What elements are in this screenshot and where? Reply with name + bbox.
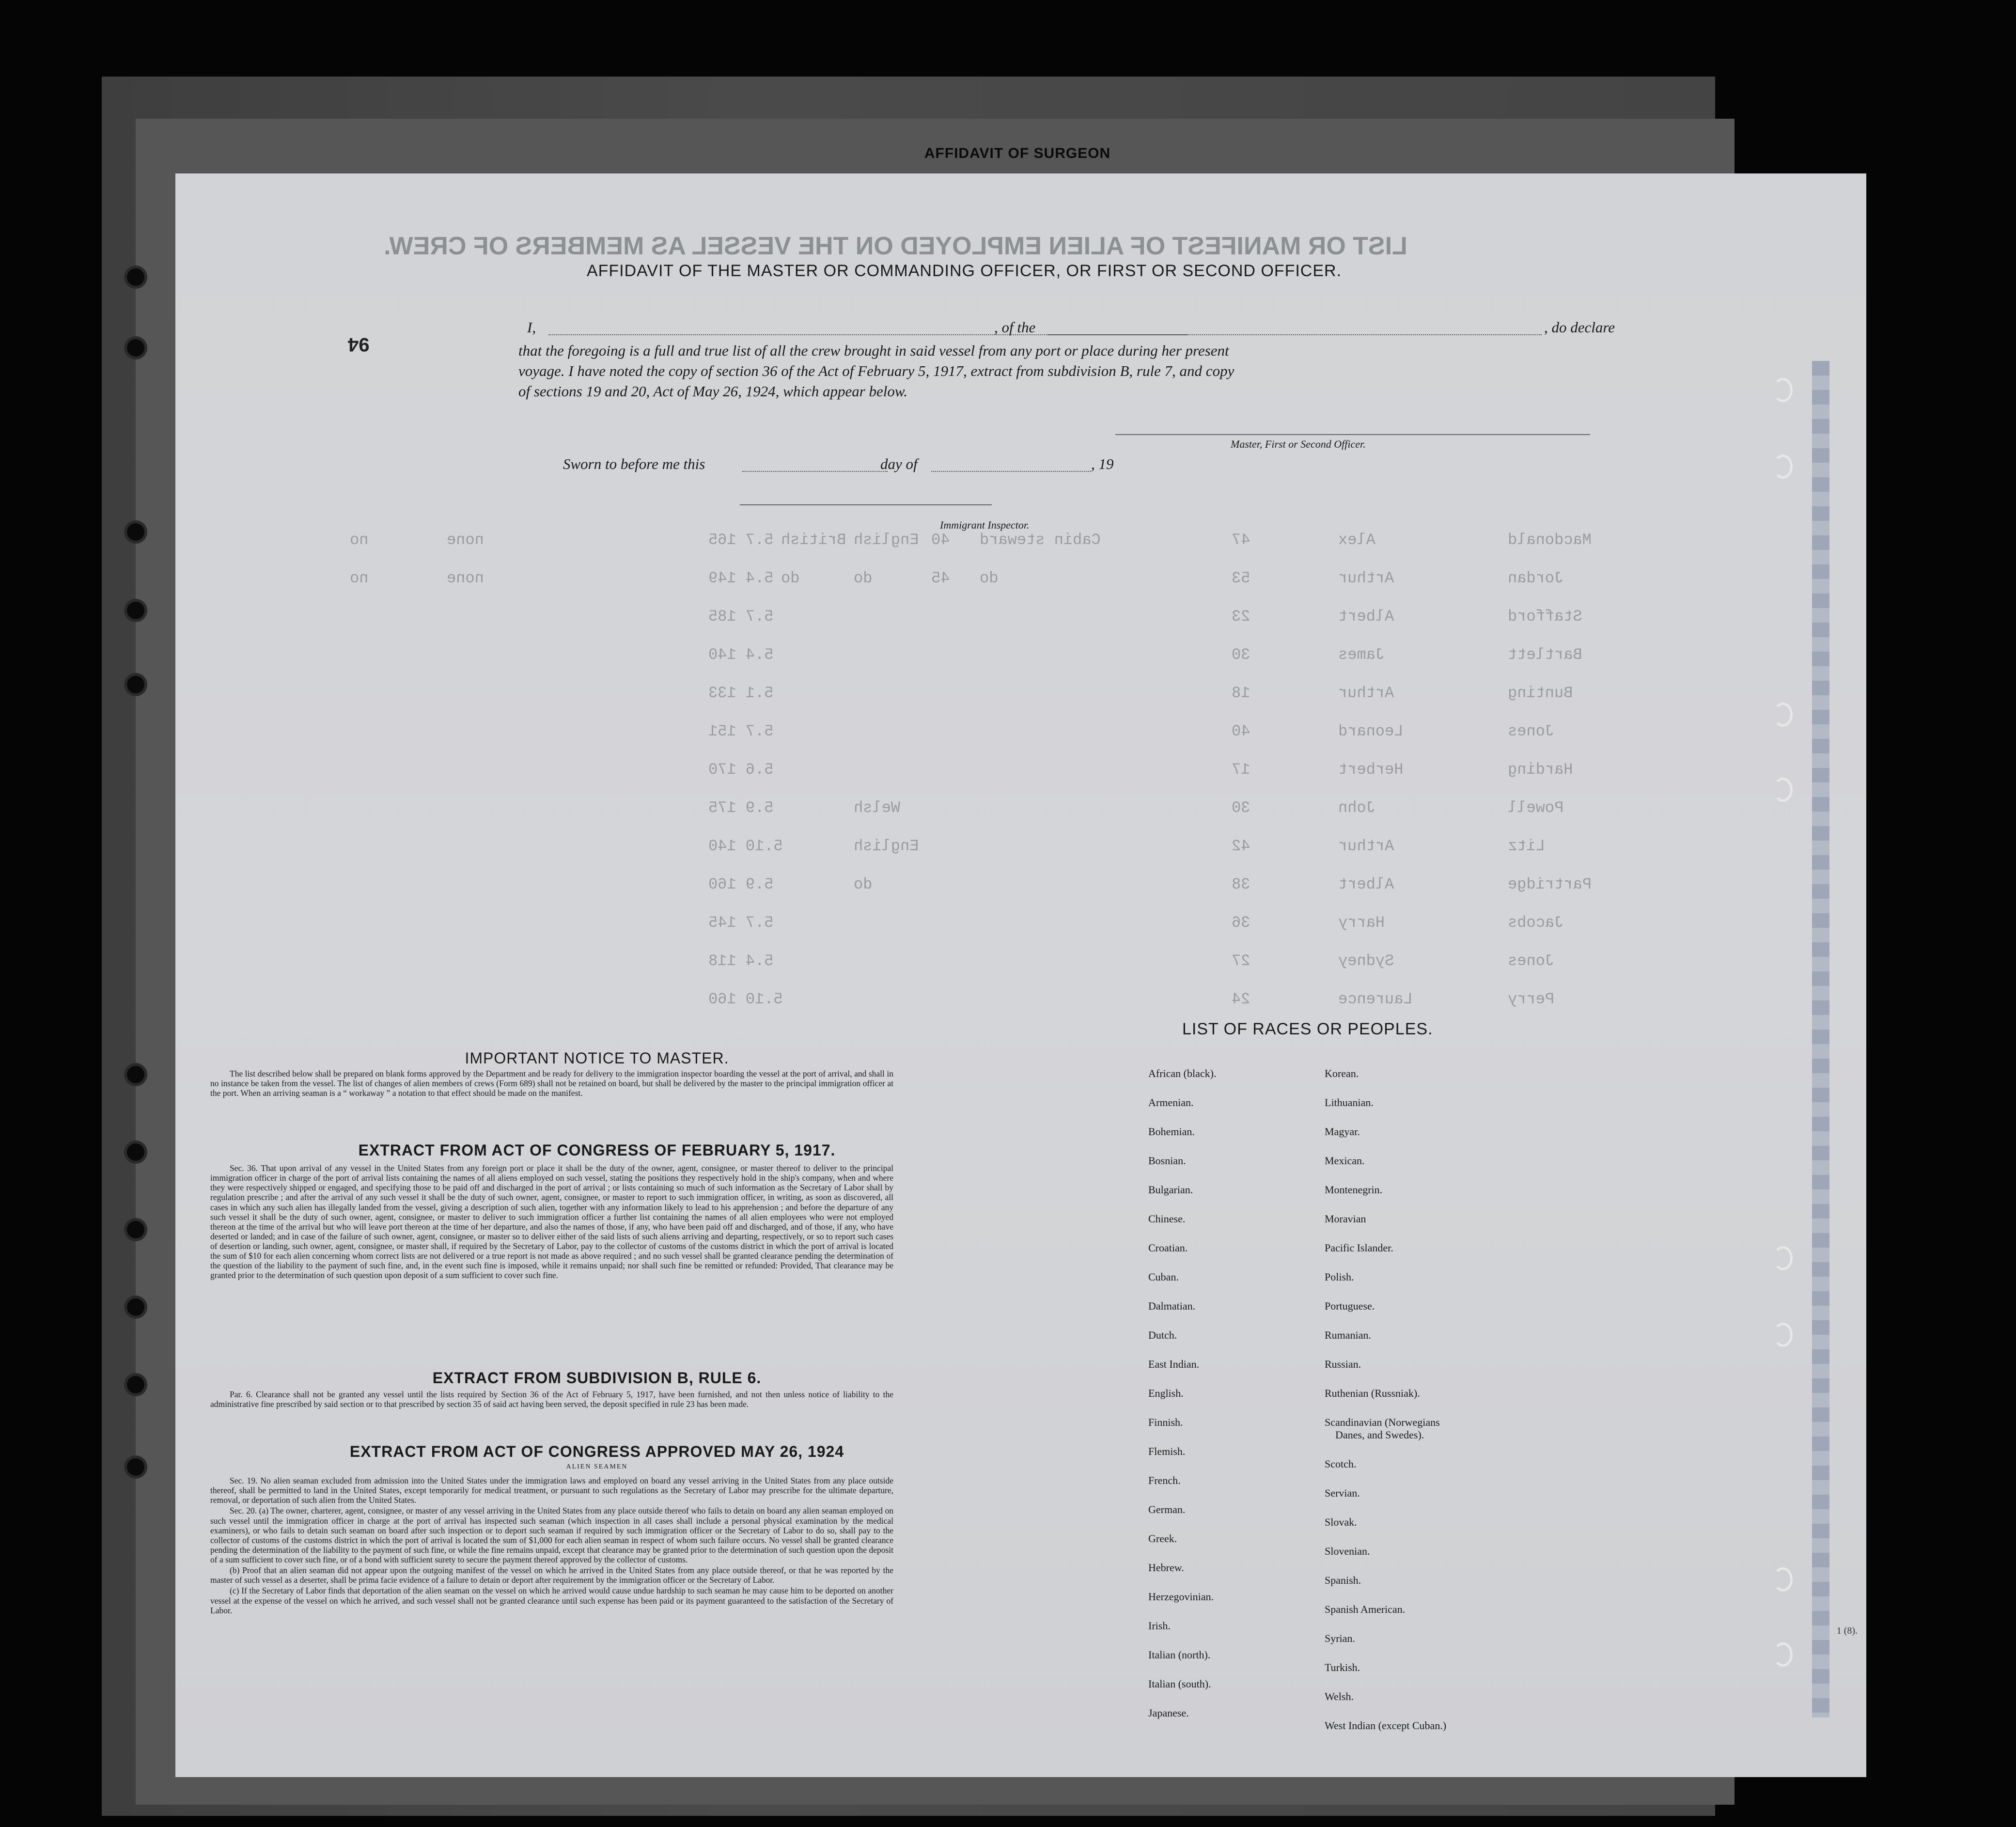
race-item: Dutch. [1148,1329,1177,1341]
race-item: Croatian. [1148,1242,1188,1254]
bleed-cell: 30 [1232,646,1250,664]
race-item: Pacific Islander. [1325,1242,1393,1254]
race-item: Turkish. [1325,1661,1360,1673]
bleed-cell: 38 [1232,875,1250,893]
bleed-cell: Sydney [1338,952,1394,970]
bleed-cell: 53 [1232,569,1250,587]
inspector-caption: Immigrant Inspector. [940,519,1030,531]
extract-rule6-text [210,1390,893,1410]
race-item: Spanish American. [1325,1603,1406,1615]
race-item: Scandinavian (Norwegians [1325,1416,1440,1428]
affidavit-line-4: of sections 19 and 20, Act of May 26, 1924, which appear below. [518,383,908,400]
vessel-blank-line [1047,334,1542,335]
bleed-cell: Alex [1338,531,1375,549]
bleed-cell: 17 [1232,761,1250,779]
race-item: Welsh. [1325,1690,1354,1702]
affidavit-line-2: that the foregoing is a full and true list of all the crew brought in said vessel from any port or place during her present [518,342,1229,359]
race-item: Japanese. [1148,1707,1189,1719]
race-item: Scotch. [1325,1458,1357,1470]
section-20c-paragraph: (c) If the Secretary of Labor finds that deportation of the alien seaman on the vessel on which he arrived would cause undue hardship to such seaman he may cause him to be deported on another vessel at the expense of the vessel on which he arrived, and such vessel shall not be granted clearance until such expense has been paid or its payment guaranteed to the satisfaction of the Secretary of Labor. [210,1586,893,1615]
affidavit-i: I, [527,319,536,336]
bleed-cell: Harding [1508,761,1573,779]
bleed-cell: 27 [1232,952,1250,970]
race-item: Rumanian. [1325,1329,1371,1341]
bleed-cell: none [447,531,484,549]
bleed-cell: 36 [1232,914,1250,932]
binder-hole [127,268,144,286]
bleed-cell: Macdonald [1508,531,1592,549]
bleed-cell: Arthur [1338,684,1394,702]
race-item: German. [1148,1503,1186,1515]
bleed-cell: Jones [1508,952,1555,970]
bleed-cell: Perry [1508,990,1555,1008]
bleed-cell: Herbert [1338,761,1404,779]
race-item: Polish. [1325,1271,1354,1283]
bleed-cell: 47 [1232,531,1250,549]
race-item: Ruthenian (Russniak). [1325,1387,1420,1399]
binder-ring [1773,1246,1793,1270]
affidavit-title: AFFIDAVIT OF THE MASTER OR COMMANDING OFFICER, OR FIRST OR SECOND OFFICER. [586,262,1342,280]
bleed-cell: do [781,569,800,587]
bleed-cell: 5.10 160 [708,990,783,1008]
sworn-text: Sworn to before me this [563,455,705,472]
binder-ring [1773,703,1793,727]
binder-ring [1773,454,1793,479]
binder-hole [127,523,144,541]
race-item: Cuban. [1148,1271,1179,1283]
race-item: English. [1148,1387,1184,1399]
section-20a-paragraph: Sec. 20. (a) The owner, charterer, agent, consignee, or master of any vessel arriving in the United States from any place outside thereof who fails to detain on board any alien seaman employed on such vessel until the immigration officer in charge at the port of arrival has inspected such seaman (which inspection in all cases shall include a personal physical examination by the medical examiners), or who fails to detain such seaman on board after such inspection or to deport such seaman if required by such immigration officer or the Secretary of Labor to do so, shall pay to the collector of customs of the customs district in which the port of arrival is located the sum of $1,000 for each alien seaman in respect of whom such failure occurs. No vessel shall be granted clearance pending the determination of the liability to the payment of such fine, or while the fine remains unpaid, except that clearance may be granted prior to the determination of such question upon the deposit of a sum sufficient to cover such fine, or of a bond with sufficient surety to secure the payment thereof approved by the collector of customs. [210,1506,893,1564]
extract-1917-title: EXTRACT FROM ACT OF CONGRESS OF FEBRUARY 5, 1917. [358,1141,836,1159]
race-item: Bosnian. [1148,1155,1186,1167]
bleed-cell: 5.6 170 [708,761,774,779]
inspector-signature-line [740,504,992,505]
bleed-cell: Welsh [854,799,901,817]
bleed-cell: 24 [1232,990,1250,1008]
extract-1924-title: EXTRACT FROM ACT OF CONGRESS APPROVED MAY 26, 1924 [349,1443,844,1460]
bleed-cell: 5.7 151 [708,722,774,740]
bleed-cell: do [854,569,873,587]
affidavit-declare: , do declare [1544,319,1615,336]
race-item: Slovenian. [1325,1545,1370,1557]
binder-hole [127,1066,144,1083]
bleed-cell: 40 [1232,722,1250,740]
bleed-cell: 45 [931,569,950,587]
extract-1917-text [210,1163,893,1281]
form-number: 1 (8). [1836,1625,1858,1636]
sworn-month-line [931,471,1091,472]
bleed-cell: Jacobs [1508,914,1564,932]
binder-hole [127,1298,144,1316]
race-item: Korean. [1325,1067,1359,1079]
bleed-cell: do [854,875,873,893]
year-prefix: , 19 [1091,455,1114,472]
bleed-cell: do [980,569,999,587]
race-item: Russian. [1325,1358,1361,1370]
master-signature-line [1115,434,1590,435]
bleed-cell: James [1338,646,1385,664]
race-item: West Indian (except Cuban.) [1325,1719,1447,1732]
bleed-cell: Jones [1508,722,1555,740]
page-number: 94 [348,334,370,355]
bleed-cell: no [350,531,369,549]
bleed-cell: English [854,837,919,855]
bleed-cell: Cabin steward [980,531,1101,549]
bleed-cell: 5.7 145 [708,914,774,932]
extract-rule6-paragraph: Par. 6. Clearance shall not be granted any vessel until the lists required by Section 36 of the Act of February 5, 1917, have been furnished, and not then unless notice of liability to the administrative fine prescribed by said section or to that prescribed by section 35 of said act having been served, the deposit specified in rule 23 has been made. [210,1390,893,1409]
race-item: Montenegrin. [1325,1184,1383,1196]
master-signature-caption: Master, First or Second Officer. [1231,438,1366,450]
race-item: Danes, and Swedes). [1335,1429,1424,1441]
race-item: Magyar. [1325,1125,1360,1138]
manifest-page [175,173,1866,1777]
bleed-cell: Laurence [1338,990,1413,1008]
race-item: Armenian. [1148,1096,1194,1109]
race-item: Portuguese. [1325,1300,1375,1312]
bleed-cell: 18 [1232,684,1250,702]
race-item: Irish. [1148,1620,1171,1632]
bleed-cell: 5.1 133 [708,684,774,702]
binder-hole [127,602,144,619]
race-item: Spanish. [1325,1574,1361,1586]
race-item: Moravian [1325,1213,1366,1225]
bleed-cell: John [1338,799,1375,817]
race-item: East Indian. [1148,1358,1200,1370]
race-item: Italian (south). [1148,1678,1211,1690]
binder-ring [1773,1323,1793,1347]
binder-hole [127,1376,144,1393]
bleed-cell: Bartlett [1508,646,1582,664]
affidavit-of-the: , of the [994,319,1036,336]
bleed-cell: Stafford [1508,608,1582,625]
race-item: Hebrew. [1148,1562,1184,1574]
bleed-cell: Litz [1508,837,1545,855]
bleed-cell: 5.9 160 [708,875,774,893]
bleed-cell: none [447,569,484,587]
surgeon-affidavit-title: AFFIDAVIT OF SURGEON [924,145,1111,161]
extract-rule6-title: EXTRACT FROM SUBDIVISION B, RULE 6. [432,1369,762,1387]
bleed-cell: Partridge [1508,875,1592,893]
bleed-cell: 5.7 165 [708,531,774,549]
sworn-day-line [742,471,888,472]
race-item: Bulgarian. [1148,1184,1193,1196]
underlying-page-edge [1812,361,1829,1718]
race-item: Lithuanian. [1325,1096,1374,1109]
race-item: African (black). [1148,1067,1217,1079]
bleed-cell: no [350,569,369,587]
day-of-text: day of [880,455,918,472]
race-item: Servian. [1325,1487,1360,1499]
extract-1924-text [210,1476,893,1616]
bleed-cell: Arthur [1338,837,1394,855]
binder-ring [1773,1642,1793,1667]
bleed-cell: 5.9 175 [708,799,774,817]
bleed-cell: British [781,531,846,549]
binder-hole [127,1221,144,1238]
bleed-cell: Leonard [1338,722,1404,740]
section-20b-paragraph: (b) Proof that an alien seaman did not appear upon the outgoing manifest of the vessel on which he arrived in the United States from any place outside thereof, or that he was reported by the master of such vessel as a deserter, shall be prima facie evidence of a failure to detain or deport after requirement by the immigration officer or the Secretary of Labor. [210,1565,893,1585]
bleed-cell: 40 [931,531,950,549]
race-item: Bohemian. [1148,1125,1195,1138]
bleed-cell: Albert [1338,875,1394,893]
bleed-cell: 5.7 185 [708,608,774,625]
race-item: Chinese. [1148,1213,1186,1225]
notice-title: IMPORTANT NOTICE TO MASTER. [465,1049,729,1067]
bleed-cell: Albert [1338,608,1394,625]
bleed-cell: 23 [1232,608,1250,625]
race-item: Flemish. [1148,1445,1186,1457]
race-item: Finnish. [1148,1416,1183,1428]
notice-paragraph: The list described below shall be prepared on blank forms approved by the Department and be ready for delivery to the immigration inspector boarding the vessel at the port of arrival, and shall in no instance be taken from the vessel. The list of changes of alien members of crews (Form 689) shall not be retained on board, but shall be delivered by the master to the principal immigration officer at the port. When an arriving seaman is a “ workaway ” a notation to that effect should be made on the manifest. [210,1069,893,1098]
bleed-cell: Arthur [1338,569,1394,587]
race-item: Syrian. [1325,1632,1355,1644]
bleed-cell: 5.10 140 [708,837,783,855]
bleed-cell: English [854,531,919,549]
races-title: LIST OF RACES OR PEOPLES. [1182,1020,1433,1038]
binder-hole [127,676,144,693]
race-item: Greek. [1148,1532,1177,1545]
binder-ring [1773,1567,1793,1592]
bleed-cell: 42 [1232,837,1250,855]
race-item: French. [1148,1474,1181,1486]
race-item: Italian (north). [1148,1649,1211,1661]
extract-1917-paragraph: Sec. 36. That upon arrival of any vessel in the United States from any foreign port or place it shall be the duty of the owner, agent, consignee, or master thereof to deliver to the principal immigration officer in charge of the port of arrival lists containing the names of all aliens employed on such vessel, stating the positions they respectively hold in the ship's company, when and where they were respectively shipped or engaged, and specifying those to be paid off and discharged in the port of arrival ; or lists containing so much of such information as the Secretary of Labor shall by regulation prescribe ; and after the arrival of any such vessel it shall be the duty of such owner, agent, consignee, or master to report to such immigration officer, in writing, as soon as discovered, all cases in which any such alien has illegally landed from the vessel, giving a description of such alien, together with any information likely to lead to his apprehension ; and before the departure of any such vessel it shall be the duty of such owner, agent, consignee, or master to deliver to such immigration officer a further list containing the names of all alien employees who were not employed thereon at the time of the arrival but who will leave port thereon at the time of her departure, and also the names of those, if any, who have been paid off and discharged, and of those, if any, who have deserted or landed; and in case of the failure of such owner, agent, consignee, or master so to deliver either of the said lists of such aliens arriving and departing, respectively, or so to report such cases of desertion or landing, such owner, agent, consignee, or master shall, if required by the Secretary of Labor, pay to the collector of customs of the customs district in which the port of arrival is located the sum of $10 for each alien concerning whom correct lists are not delivered or a true report is not made as above required ; and no such vessel shall be granted clearance pending the determination of the question of the liability to the payment of such fine, and, in the event such fine is imposed, while it remains unpaid; nor shall such fine be remitted or refunded: Provided, That clearance may be granted prior to the determination of such question upon deposit of a sum sufficient to cover such fine. [210,1163,893,1280]
bleed-cell: Harry [1338,914,1385,932]
race-item: Dalmatian. [1148,1300,1196,1312]
race-item: Herzegovinian. [1148,1591,1214,1603]
bleed-cell: Bunting [1508,684,1573,702]
binder-ring [1773,778,1793,802]
bleed-cell: 30 [1232,799,1250,817]
bleed-cell: 5.4 140 [708,646,774,664]
alien-seamen-subtitle: ALIEN SEAMEN [566,1463,628,1470]
bleed-cell: 5.4 149 [708,569,774,587]
bleed-cell: 5.4 118 [708,952,774,970]
bleed-cell: Jordan [1508,569,1564,587]
binder-hole [127,339,144,357]
bleed-through-header: LIST OR MANIFEST OF ALIEN EMPLOYED ON THE VESSEL AS MEMBERS OF CREW. [384,232,1407,260]
race-item: Slovak. [1325,1516,1357,1528]
section-19-paragraph: Sec. 19. No alien seaman excluded from admission into the United States under the immigration laws and employed on board any vessel arriving in the United States from any place outside thereof, shall be permitted to land in the United States, except temporarily for medical treatment, or pursuant to such regulations as the Secretary of Labor may prescribe for the ultimate departure, removal, or deportation of such alien from the United States. [210,1476,893,1505]
bleed-cell: Powell [1508,799,1564,817]
race-item: Mexican. [1325,1155,1365,1167]
binder-ring [1773,378,1793,402]
affidavit-line-3: voyage. I have noted the copy of section 36 of the Act of February 5, 1917, extract from subdivision B, rule 7, and copy [518,362,1235,379]
binder-hole [127,1143,144,1161]
binder-hole [127,1458,144,1476]
notice-text [210,1069,893,1099]
